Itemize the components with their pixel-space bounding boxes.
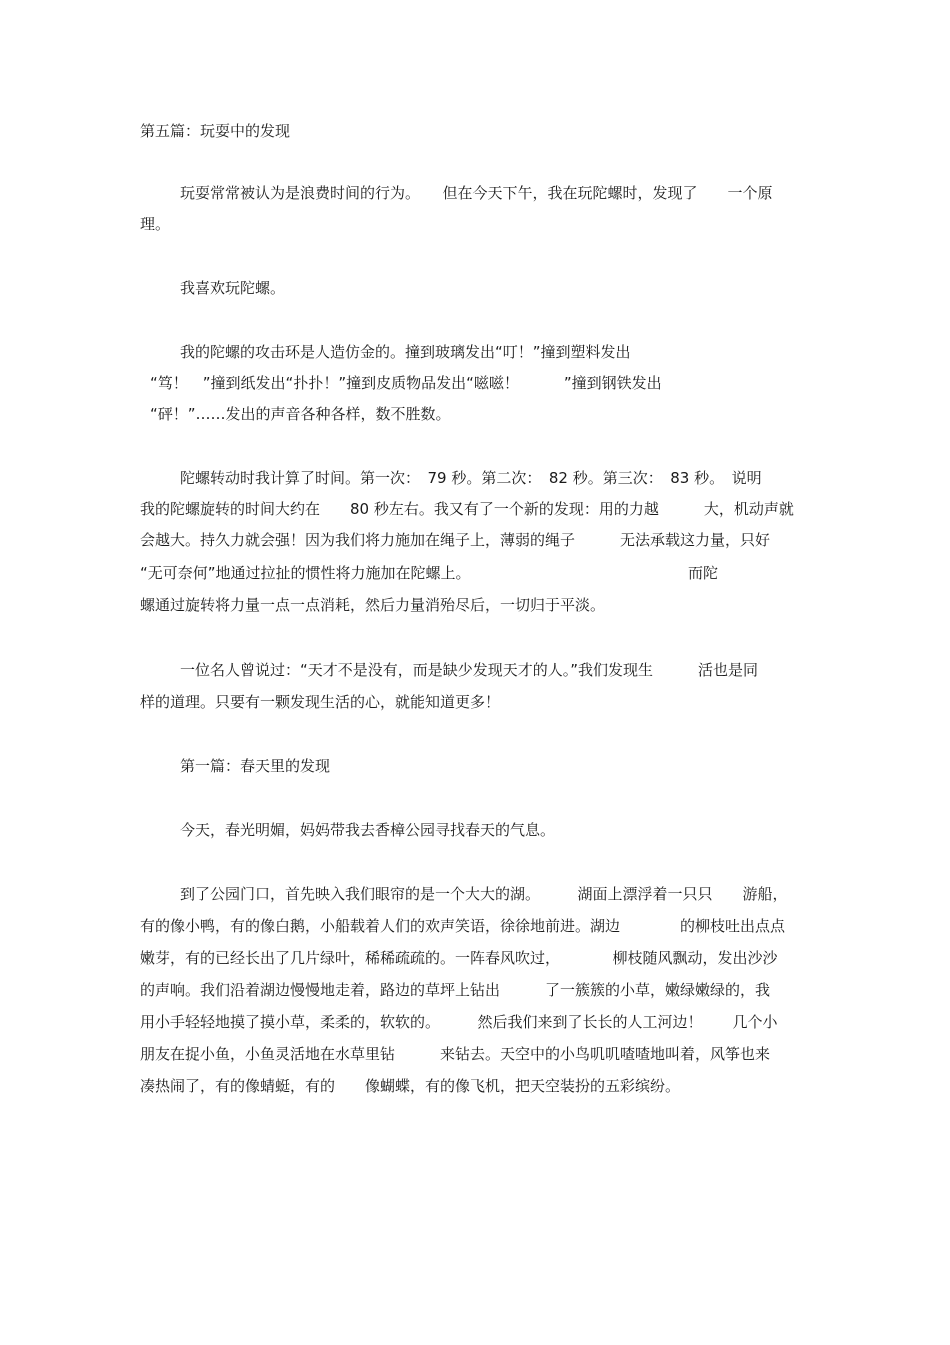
paragraph-line: 一位名人曾说过：“天才不是没有，而是缺少发现天才的人。”我们发现生 活也是同 (180, 661, 759, 679)
article-title-one: 第一篇：春天里的发现 (180, 757, 331, 775)
paragraph-line: 我的陀螺的攻击环是人造仿金的。撞到玻璃发出“叮！”撞到塑料发出 (180, 343, 631, 361)
paragraph-line: 嫩芽，有的已经长出了几片绿叶，稀稀疏疏的。一阵春风吹过， 柳枝随风飘动，发出沙沙 (140, 949, 778, 967)
paragraph-line: 朋友在捉小鱼，小鱼灵活地在水草里钻 来钻去。天空中的小鸟叽叽喳喳地叫着，风筝也来 (140, 1045, 771, 1063)
paragraph-line: 理。 (140, 215, 171, 233)
paragraph-line: 凑热闹了，有的像蜻蜓，有的 像蝴蝶，有的像飞机，把天空装扮的五彩缤纷。 (140, 1077, 681, 1095)
paragraph-line: 今天，春光明媚，妈妈带我去香樟公园寻找春天的气息。 (180, 821, 556, 839)
paragraph-line: 到了公园门口，首先映入我们眼帘的是一个大大的湖。 湖面上漂浮着一只只 游船， (180, 885, 788, 903)
paragraph-line: 螺通过旋转将力量一点一点消耗，然后力量消殆尽后，一切归于平淡。 (140, 596, 606, 614)
paragraph-line: “无可奈何”地通过拉扯的惯性将力施加在陀螺上。 而陀 (140, 564, 719, 582)
article-title-five: 第五篇：玩耍中的发现 (140, 122, 291, 140)
paragraph-line: 陀螺转动时我计算了时间。第一次： 79 秒。第二次： 82 秒。第三次： 83 秒。 说明 (180, 469, 762, 487)
paragraph-line: 样的道理。只要有一颗发现生活的心，就能知道更多！ (140, 693, 501, 711)
paragraph-line: 有的像小鸭，有的像白鹅，小船载着人们的欢声笑语，徐徐地前进。湖边 的柳枝吐出点点 (140, 917, 786, 935)
paragraph-line: 的声响。我们沿着湖边慢慢地走着，路边的草坪上钻出 了一簇簇的小草，嫩绿嫩绿的，我 (140, 981, 771, 999)
paragraph-line: “砰！”……发出的声音各种各样，数不胜数。 (150, 405, 451, 423)
paragraph-line: 我的陀螺旋转的时间大约在 80 秒左右。我又有了一个新的发现：用的力越 大，机动声就 (140, 500, 794, 518)
paragraph-line: 会越大。持久力就会强！因为我们将力施加在绳子上，薄弱的绳子 无法承载这力量，只好 (140, 531, 771, 549)
paragraph-line: “笃！ ”撞到纸发出“扑扑！”撞到皮质物品发出“嗞嗞！ ”撞到钢铁发出 (150, 374, 662, 392)
paragraph-line: 玩耍常常被认为是浪费时间的行为。 但在今天下午，我在玩陀螺时，发现了 一个原 (180, 184, 773, 202)
paragraph-line: 用小手轻轻地摸了摸小草，柔柔的，软软的。 然后我们来到了长长的人工河边！ 几个小 (140, 1013, 778, 1031)
paragraph-line: 我喜欢玩陀螺。 (180, 279, 286, 297)
